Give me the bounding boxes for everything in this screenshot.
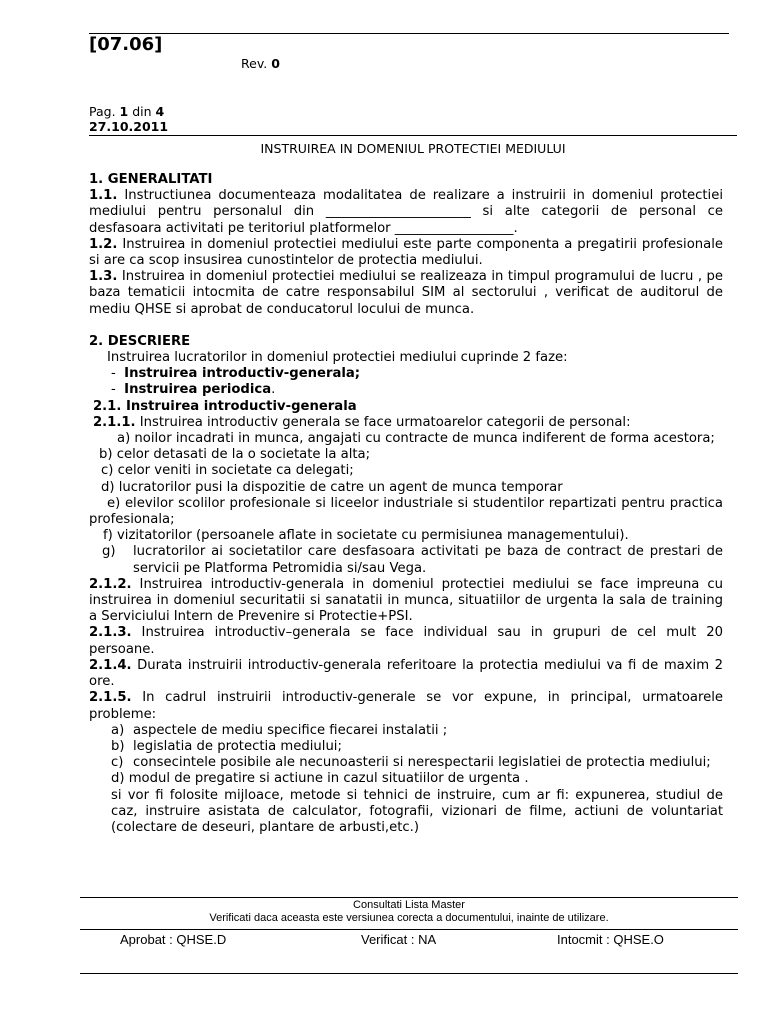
problem-d: d) modul de pregatire si actiune in cazul situatiilor de urgenta . bbox=[111, 771, 529, 787]
category-c: c) celor veniti in societate ca delegati; bbox=[101, 463, 354, 479]
footer-bottom-rule bbox=[80, 973, 738, 974]
problem-a bbox=[89, 723, 723, 739]
category-f: f) vizitatorilor (persoanele aflate in societate cu permisiunea managementului). bbox=[103, 528, 629, 544]
category-e: e) elevilor scolilor profesionale si liceelor industriale si studentilor repartizati pentru practica profesionala; bbox=[89, 495, 723, 528]
paragraph-2-1-1-number: 2.1.1. bbox=[93, 414, 136, 430]
paragraph-2-1-2-number: 2.1.2. bbox=[89, 576, 132, 592]
paragraph-1-2 bbox=[89, 237, 723, 269]
section-2-intro: Instruirea lucratorilor in domeniul protectiei mediului cuprinde 2 faze: bbox=[107, 350, 568, 366]
section-1-heading: 1. GENERALITATI bbox=[89, 172, 213, 187]
document-body bbox=[89, 172, 723, 836]
paragraph-1-3-text: Instruirea in domeniul protectiei mediului se realizeaza in timpul programului de lucru , pe baza tematicii intocmita de catre responsabilul SIM al sectorului , verificat de auditorul de mediu QHSE si aprobat de conducatorul locului de munca. bbox=[89, 269, 723, 317]
paragraph-1-2-text: Instruirea in domeniul protectiei mediului este parte componenta a pregatirii profesionale si are ca scop insusirea cunostintelor de protectia mediului. bbox=[89, 236, 723, 269]
title-rule bbox=[89, 135, 737, 136]
footer-notice bbox=[80, 899, 738, 925]
paragraph-1-1 bbox=[89, 188, 723, 237]
paragraph-2-1-3 bbox=[89, 625, 723, 657]
revision-value: 0 bbox=[271, 56, 280, 71]
paragraph-1-2-number: 1.2. bbox=[89, 236, 118, 252]
footer-line-2: Verificati daca aceasta este versiunea corecta a documentului, inainte de utilizare. bbox=[209, 912, 609, 924]
problem-a-text: aspectele de mediu specifice fiecarei instalatii ; bbox=[133, 722, 448, 738]
paragraph-1-3-number: 1.3. bbox=[89, 269, 118, 285]
phase-1: - Instruirea introductiv-generala; bbox=[111, 366, 361, 382]
problem-b-text: legislatia de protectia mediului; bbox=[133, 738, 342, 754]
page-current: 1 bbox=[119, 104, 129, 119]
footer-line-1: Consultati Lista Master bbox=[353, 899, 465, 911]
header-top-rule bbox=[89, 33, 729, 34]
paragraph-2-1-2 bbox=[89, 577, 723, 626]
phase-2-text: Instruirea periodica bbox=[124, 382, 272, 398]
category-g-text: lucratorilor ai societatilor care desfasoara activitati pe baza de contract de prestari de servicii pe Platforma Petromidia si/sau Vega. bbox=[133, 544, 723, 576]
paragraph-2-1-2-text: Instruirea introductiv-generala in domeniul protectiei mediului se face impreuna cu instruirea in domeniul securitatii si sanatatii in munca, situatiilor de urgenta la sala de training a Serviciului Intern de Prevenire si Protectie+PSI. bbox=[89, 576, 723, 625]
page-of: din bbox=[132, 104, 152, 119]
footer-middle-rule bbox=[80, 929, 738, 930]
paragraph-2-1-3-number: 2.1.3. bbox=[89, 625, 132, 641]
phase-2: - Instruirea periodica. bbox=[111, 382, 276, 398]
category-d: d) lucratorilor pusi la dispozitie de catre un agent de munca temporar bbox=[101, 479, 563, 495]
problem-c-text: consecintele posibile ale necunoasterii si nerespectarii legislatiei de protectia mediului; bbox=[133, 755, 711, 771]
problem-b bbox=[89, 739, 723, 755]
paragraph-1-1-text: Instructiunea documenteaza modalitatea de realizare a instruirii in domeniul protectiei mediului pentru personalul din ______________________ si alte categorii de personal ce desfasoara activitati pe teritoriul platformelor __________________. bbox=[89, 188, 723, 236]
category-g-letter: g) bbox=[102, 544, 116, 560]
paragraph-2-1-5 bbox=[89, 690, 723, 722]
page-label: Pag. bbox=[89, 104, 116, 119]
category-b: b) celor detasati de la o societate la alta; bbox=[99, 447, 371, 463]
closing-paragraph: si vor fi folosite mijloace, metode si tehnici de instruire, cum ar fi: expunerea, studiul de caz, instruire asistata de calculator, fotografii, vizionari de filme, actiuni de voluntariat (colectare de deseuri, plantare de arbusti,etc.) bbox=[111, 787, 723, 835]
paragraph-2-1-3-text: Instruirea introductiv–generala se face individual sau in grupuri de cel mult 20 persoane. bbox=[89, 625, 723, 657]
paragraph-2-1-1-text: Instruirea introductiv generala se face urmatoarelor categorii de personal: bbox=[135, 414, 631, 430]
paragraph-2-1-5-text: In cadrul instruirii introductiv-generale se vor expune, in principal, urmatoarele probleme: bbox=[89, 690, 723, 722]
approved-by: Aprobat : QHSE.D bbox=[120, 932, 227, 947]
document-date: 27.10.2011 bbox=[89, 119, 169, 134]
revision bbox=[241, 56, 280, 72]
category-g bbox=[89, 544, 723, 576]
paragraph-2-1-4-text: Durata instruirii introductiv-generala referitoare la protectia mediului va fi de maxim 2 ore. bbox=[89, 657, 723, 690]
paragraph-2-1-4-number: 2.1.4. bbox=[89, 657, 132, 673]
section-2-heading: 2. DESCRIERE bbox=[89, 333, 191, 349]
verified-by: Verificat : NA bbox=[361, 932, 437, 947]
paragraph-2-1-1 bbox=[89, 415, 723, 431]
paragraph-2-1-4 bbox=[89, 658, 723, 690]
paragraph-2-1-5-number: 2.1.5. bbox=[89, 690, 132, 706]
problem-c-letter: c) bbox=[111, 755, 124, 771]
revision-label: Rev. bbox=[241, 56, 268, 71]
subsection-2-1-heading: 2.1. Instruirea introductiv-generala bbox=[93, 398, 357, 414]
problem-b-letter: b) bbox=[111, 738, 125, 754]
document-code: [07.06] bbox=[89, 34, 163, 55]
paragraph-1-1-number: 1.1. bbox=[89, 188, 118, 204]
document-title: INSTRUIREA IN DOMENIUL PROTECTIEI MEDIULUI bbox=[260, 141, 566, 156]
paragraph-1-3 bbox=[89, 269, 723, 318]
footer-top-rule bbox=[80, 897, 738, 898]
category-a: a) noilor incadrati in munca, angajati cu contracte de munca indiferent de forma acestora; bbox=[117, 431, 715, 447]
page-indicator bbox=[89, 104, 164, 119]
problem-a-letter: a) bbox=[111, 722, 125, 738]
page-total: 4 bbox=[155, 104, 165, 119]
problem-c bbox=[89, 755, 723, 771]
prepared-by: Intocmit : QHSE.O bbox=[557, 932, 664, 947]
phase-1-text: Instruirea introductiv-generala; bbox=[124, 366, 361, 382]
section-gap bbox=[89, 318, 723, 334]
